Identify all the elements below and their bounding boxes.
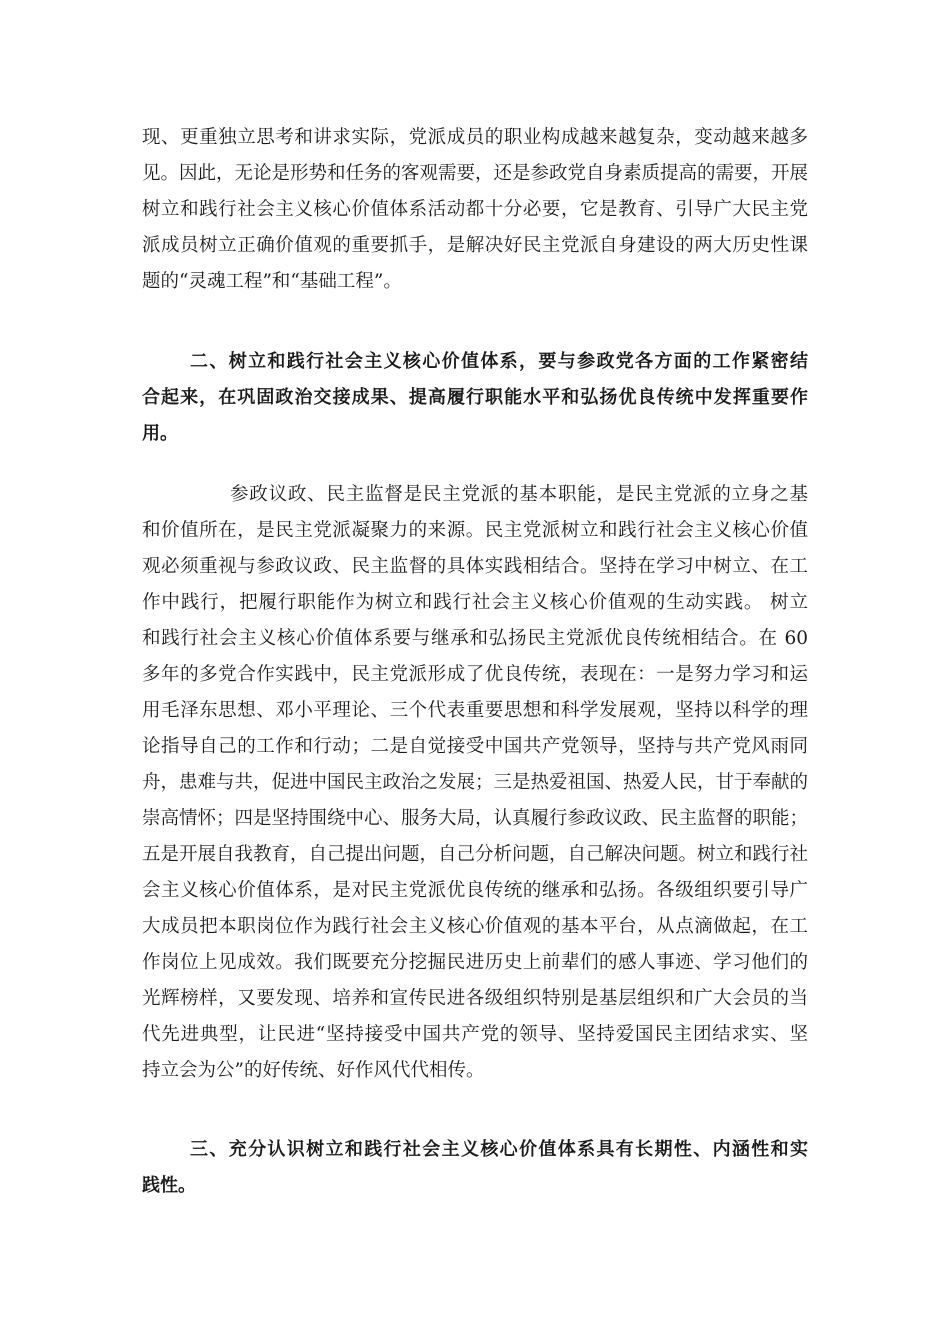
- paragraph-2-line: 论指导自己的工作和行动；二是自觉接受中国共产党领导，坚持与共产党风雨同: [142, 736, 808, 757]
- paragraph-2-line: 多年的多党合作实践中，民主党派形成了优良传统，表现在：一是努力学习和运: [142, 664, 808, 685]
- paragraph-1-line: 现、更重独立思考和讲求实际，党派成员的职业构成越来越复杂，变动越来越多: [142, 127, 808, 148]
- paragraph-2-line: 作中践行，把履行职能作为树立和践行社会主义核心价值观的生动实践。 树立: [142, 592, 808, 613]
- paragraph-2-line: 崇高情怀；四是坚持围绕中心、服务大局，认真履行参政议政、民主监督的职能；: [142, 808, 809, 829]
- paragraph-2-line: 光辉榜样，又要发现、培养和宣传民进各级组织特别是基层组织和广大会员的当: [142, 988, 808, 1009]
- paragraph-2-line: 作岗位上见成效。我们既要充分挖掘民进历史上前辈们的感人事迹、学习他们的: [142, 952, 808, 973]
- paragraph-2-line: 代先进典型，让民进“坚持接受中国共产党的领导、坚持爱国民主团结求实、坚: [142, 1024, 808, 1045]
- paragraph-2-line: 和践行社会主义核心价值体系要与继承和弘扬民主党派优良传统相结合。在 60: [142, 628, 808, 649]
- paragraph-2-line: 和价值所在，是民主党派凝聚力的来源。民主党派树立和践行社会主义核心价值: [142, 520, 808, 541]
- paragraph-2-line: 舟，患难与共，促进中国民主政治之发展；三是热爱祖国、热爱人民，甘于奉献的: [142, 772, 809, 793]
- paragraph-1-line: 派成员树立正确价值观的重要抓手，是解决好民主党派自身建设的两大历史性课: [142, 235, 808, 256]
- section-heading-2: 用。: [142, 423, 178, 444]
- section-heading-2: 二、树立和践行社会主义核心价值体系，要与参政党各方面的工作紧密结: [190, 351, 808, 372]
- paragraph-1-line: 见。因此，无论是形势和任务的客观需要，还是参政党自身素质提高的需要，开展: [142, 163, 809, 184]
- paragraph-2-line: 持立会为公”的好传统、好作风代代相传。: [142, 1060, 485, 1081]
- paragraph-2-line: 会主义核心价值体系，是对民主党派优良传统的继承和弘扬。各级组织要引导广: [142, 880, 808, 901]
- section-heading-3: 践性。: [142, 1175, 196, 1196]
- paragraph-2-line: 观必须重视与参政议政、民主监督的具体实践相结合。坚持在学习中树立、在工: [142, 556, 808, 577]
- paragraph-2-line: 五是开展自我教育，自己提出问题，自己分析问题，自己解决问题。树立和践行社: [142, 844, 809, 865]
- section-heading-2: 合起来，在巩固政治交接成果、提高履行职能水平和弘扬优良传统中发挥重要作: [142, 387, 808, 408]
- paragraph-2-line: 参政议政、民主监督是民主党派的基本职能，是民主党派的立身之基: [230, 484, 808, 505]
- paragraph-1-line: 题的“灵魂工程”和“基础工程”。: [142, 271, 402, 292]
- section-heading-3: 三、充分认识树立和践行社会主义核心价值体系具有长期性、内涵性和实: [190, 1139, 808, 1160]
- paragraph-2-line: 大成员把本职岗位作为践行社会主义核心价值观的基本平台，从点滴做起，在工: [142, 916, 808, 937]
- paragraph-2-line: 用毛泽东思想、邓小平理论、三个代表重要思想和科学发展观，坚持以科学的理: [142, 700, 808, 721]
- paragraph-1-line: 树立和践行社会主义核心价值体系活动都十分必要，它是教育、引导广大民主党: [142, 199, 808, 220]
